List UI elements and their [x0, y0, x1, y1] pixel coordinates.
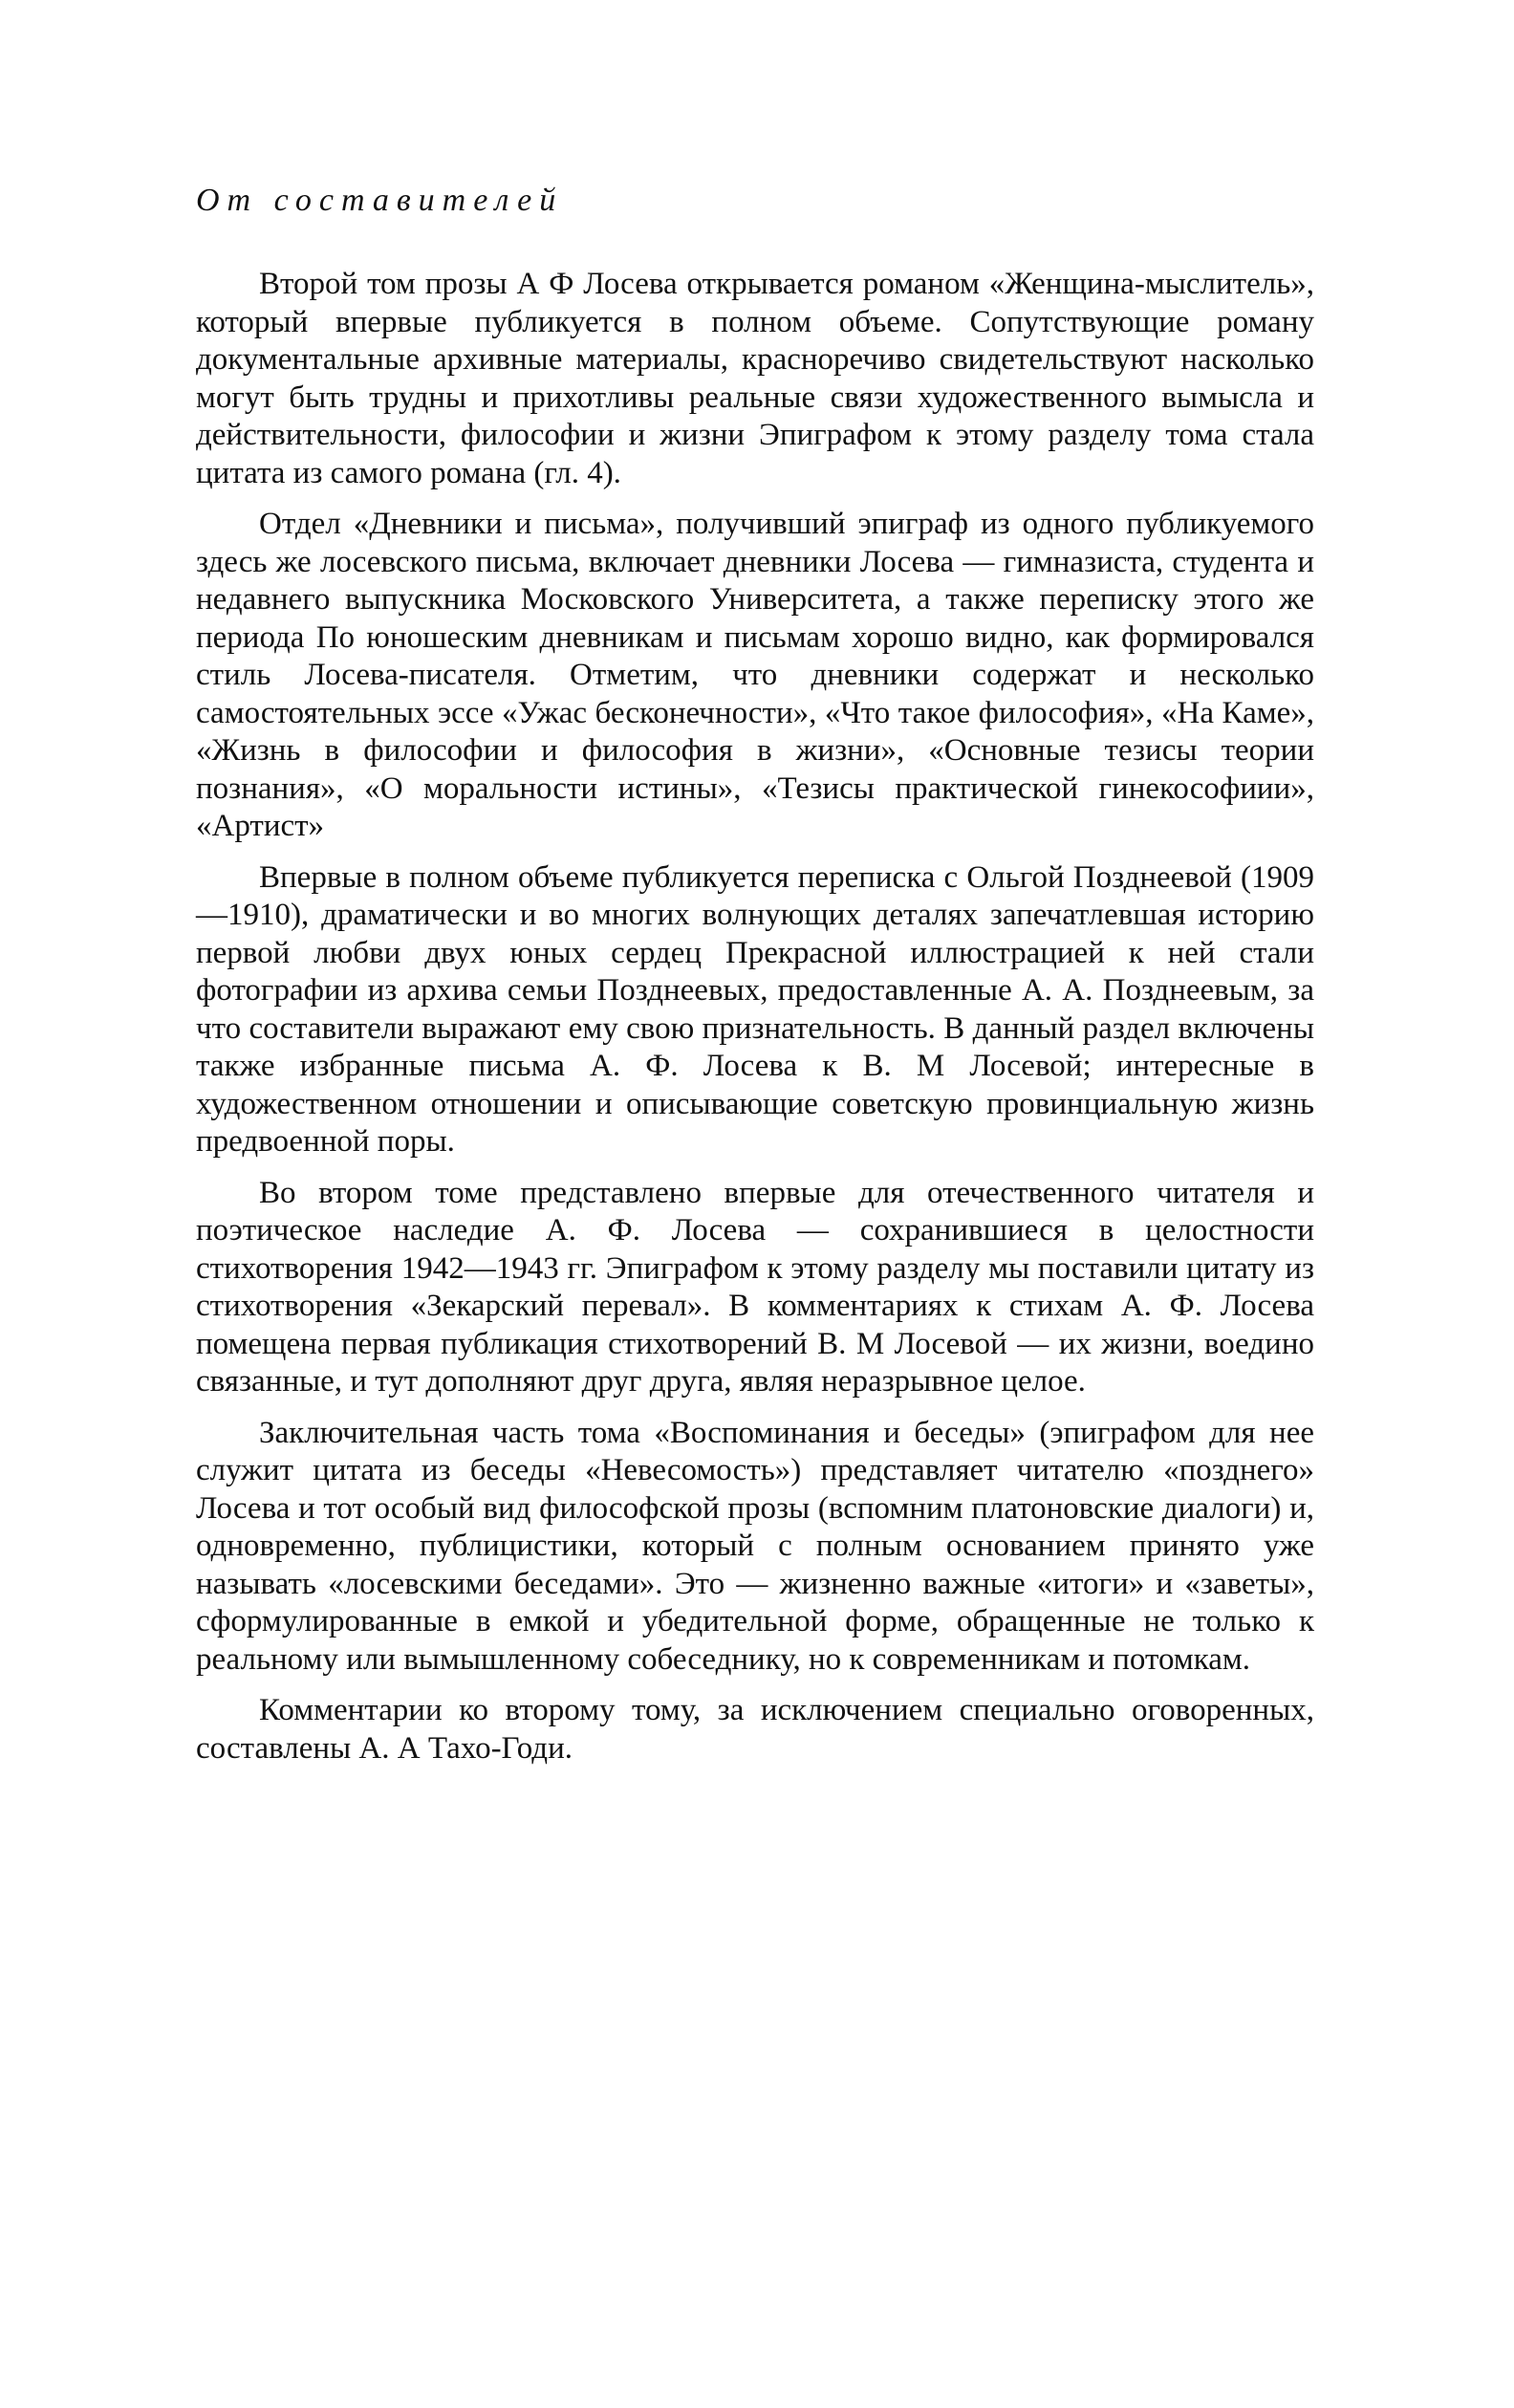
- paragraph-poetry: Во втором томе представлено впервые для отечественного читателя и поэтическое наследие А. Ф. Лосева — сохранившиеся в целостности стихотворения 1942—1943 гг. Эпиграфом к этому разделу мы поставили цитату из стихотворения «Зекарский перевал». В комментариях к стихам А. Ф. Лосева помещена первая публикация стихотворений В. М Лосевой — их жизни, воедино связанные, и тут дополняют друг друга, являя неразрывное целое.: [196, 1175, 1314, 1399]
- paragraph-correspondence: Впервые в полном объеме публикуется переписка с Ольгой Позднеевой (1909—1910), драматически и во многих волнующих деталях запечатлевшая историю первой любви двух юных сердец Прекрасной иллюстрацией к ней стали фотографии из архива семьи Позднеевых, предоставленные А. А. Позднеевым, за что составители выражают ему свою признательность. В данный раздел включены также избранные письма А. Ф. Лосева к В. М Лосевой; интересные в художественном отношении и описывающие советскую провинциальную жизнь предвоенной поры.: [196, 859, 1314, 1159]
- paragraph-intro: Второй том прозы А Ф Лосева открывается романом «Женщина-мыслитель», который впервые публикуется в полном объеме. Сопутствующие роману документальные архивные материалы, красноречиво свидетельствуют насколько могут быть трудны и прихотливы реальные связи художественного вымысла и действительности, философии и жизни Эпиграфом к этому разделу тома стала цитата из самого романа (гл. 4).: [196, 267, 1314, 490]
- section-heading: От составителей: [196, 183, 564, 218]
- paragraph-diaries: Отдел «Дневники и письма», получивший эпиграф из одного публикуемого здесь же лосевского письма, включает дневники Лосева — гимназиста, студента и недавнего выпускника Московского Университета, а также переписку этого же периода По юношеским дневникам и письмам хорошо видно, как формировался стиль Лосева-писателя. Отметим, что дневники содержат и несколько самостоятельных эссе «Ужас бесконечности», «Что такое философия», «На Каме», «Жизнь в философии и философия в жизни», «Основные тезисы теории познания», «О моральности истины», «Тезисы практической гинекософиии», «Артист»: [196, 507, 1314, 843]
- paragraph-comments: Комментарии ко второму тому, за исключением специально оговоренных, составлены А. А Тахо-Годи.: [196, 1693, 1314, 1766]
- paragraph-conversations: Заключительная часть тома «Воспоминания и беседы» (эпиграфом для нее служит цитата из беседы «Невесомость») представляет читателю «позднего» Лосева и тот особый вид философской прозы (вспомним платоновские диалоги) и, одновременно, публицистики, который с полным основанием принято уже называть «лосевскими беседами». Это — жизненно важные «итоги» и «заветы», сформулированные в емкой и убедительной форме, обращенные не только к реальному или вымышленному собеседнику, но к современникам и потомкам.: [196, 1415, 1314, 1677]
- document-page: [196, 182, 1314, 1781]
